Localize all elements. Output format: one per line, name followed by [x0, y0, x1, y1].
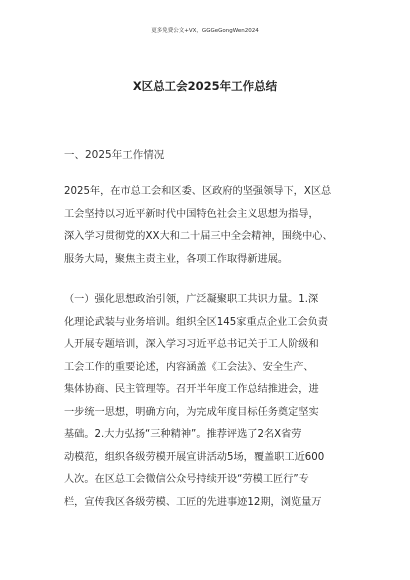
paragraph-line: （一）强化思想政治引领，广泛凝聚职工共识力量。1.深: [64, 294, 319, 305]
paragraph-line: 一步统一思想，明确方向，为完成年度目标任务奠定坚实: [64, 406, 319, 418]
paragraph-line: 工会坚持以习近平新时代中国特色社会主义思想为指导，: [64, 208, 319, 220]
paragraph-line: 人次。在区总工会微信公众号持续开设“劳模工匠行”专: [64, 474, 309, 485]
paragraph-line: 集体协商、民主管理等。召开半年度工作总结推进会，进: [64, 384, 319, 395]
paragraph-line: 2025年，在市总工会和区委、区政府的坚强领导下，X区总: [64, 186, 332, 197]
paragraph-line: 人开展专题培训，深入学习习近平总书记关于工人阶级和: [64, 339, 319, 350]
paragraph-intro: [64, 181, 355, 271]
paragraph-line: 服务大局，聚焦主责主业，各项工作取得新进展。: [64, 253, 289, 265]
paragraph-line: 栏，宣传我区各级劳模、工匠的先进事迹12期，浏览量万: [64, 496, 322, 508]
header-note: 更多免费公文+VX，GGGeGongWen2024: [151, 28, 259, 34]
paragraph-line: 深入学习贯彻党的XX大和二十届三中全会精神，围绕中心、: [64, 231, 333, 242]
paragraph-ideology: [64, 289, 355, 514]
paragraph-line: 动模范，组织各级劳模开展宣讲活动5场，覆盖职工近600: [64, 451, 325, 463]
paragraph-line: 基础。2.大力弘扬“三种精神”。推荐评选了2名X省劳: [64, 429, 302, 440]
paragraph-line: 化理论武装与业务培训。组织全区145家重点企业工会负责: [64, 316, 328, 328]
paragraph-line: 工会工作的重要论述，内容涵盖《工会法》、安全生产、: [64, 361, 314, 373]
section-heading: 一、2025年工作情况: [64, 149, 165, 161]
document-title: X区总工会2025年工作总结: [132, 79, 278, 93]
